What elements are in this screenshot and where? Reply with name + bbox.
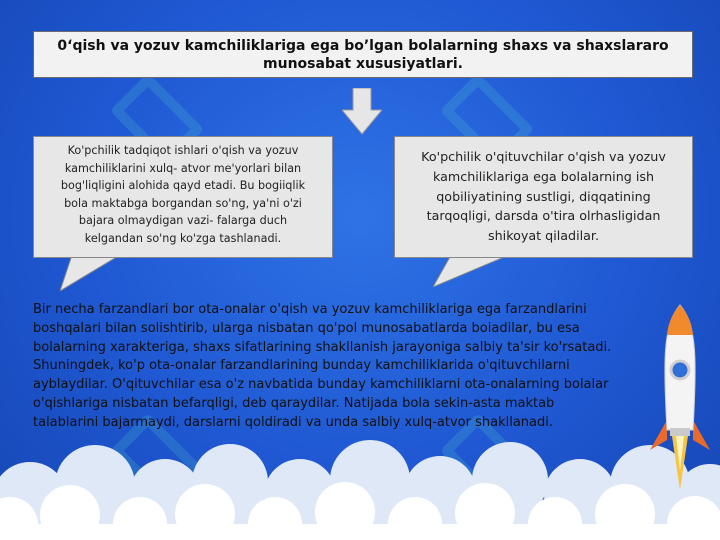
slide-title-line: 0‘qish va yozuv kamchiliklariga ega bo’lgan bolalarning shaxs va shaxslararo [57,38,669,54]
bubble-text-line: kelgandan so'ng ko'zga tashlanadi. [84,231,282,245]
bubble-text-line: Ko'pchilik tadqiqot ishlari o'qish va yozuv [67,144,299,157]
left-speech-bubble [33,136,333,258]
bubble-text-line: bola maktabga borgandan so'ng, ya'ni o'zi [64,196,302,210]
body-text-line: Bir necha farzandlari bor ota-onalar o'qish va yozuv kamchiliklariga ega farzandlarini [33,302,587,317]
body-text-line: ayblaydilar. O'qituvchilar esa o'z navbatida bunday kamchiliklarni ota-onalarning bolalar [33,377,609,393]
body-text-line: Shuningdek, ko'p ota-onalar farzandlarining bunday kamchiliklarida o'qituvchilarni [33,358,570,374]
bubble-text-line: kamchiliklariga ega bolalarning ish [432,168,655,184]
bubble-text-line: Ko'pchilik o'qituvchilar o'qish va yozuv [421,149,666,164]
body-text-line: bolalarning xarakteriga, shaxs sifatlarining shakllanish jarayoniga salbiy ta'sir ko'rsatadi. [33,339,612,355]
body-paragraph [33,301,673,433]
right-speech-bubble [394,136,693,258]
speech-bubble-tail [60,255,122,291]
bubble-text-line: qobiliyatining sustligi, diqqatining [436,188,651,204]
body-text-line: o'qishlariga nisbatan befarqligi, deb qaraydilar. Natijada bola sekin-asta maktab [33,395,555,411]
body-text-line: talablarini bajarmaydi, darslarni qoldiradi va unda salbiy xulq-atvor shakllanadi. [33,414,554,430]
cloud-decoration [0,440,720,540]
slide-title-box [33,31,693,78]
bubble-text-line: bajara olmaydigan vazi- falarga duch [78,214,288,228]
bubble-text-line: kamchiliklarini xulq- atvor me'yorlari bilan [64,161,302,175]
speech-bubble-tail [433,255,511,287]
body-text-line: boshqalari bilan solishtirib, ularga nisbatan qo'pol munosabatlarda boiadilar, bu esa [33,320,580,336]
slide-title-line: munosabat xususiyatlari. [263,56,463,72]
down-arrow-icon [342,88,382,136]
bubble-text-line: tarqoqligi, darsda o'tira olrhasligidan [426,208,661,224]
bubble-text-line: bog'liqligini alohida qayd etadi. Bu bogiiqlik [60,179,306,193]
bubble-text-line: shikoyat qiladilar. [488,228,599,244]
